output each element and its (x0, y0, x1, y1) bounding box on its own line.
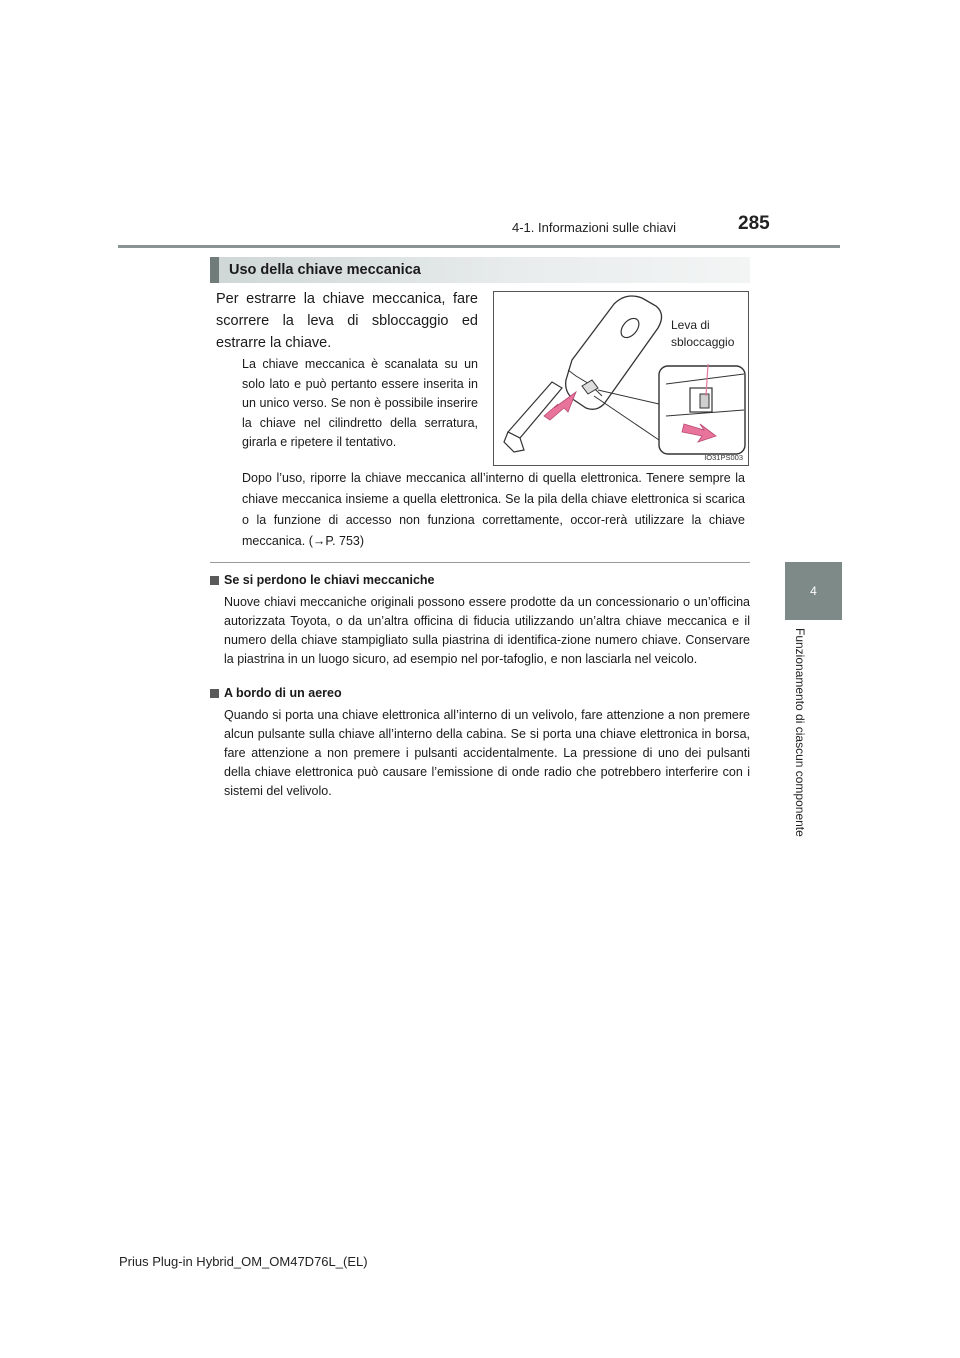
electronic-key-body (566, 296, 662, 409)
lead-paragraph: Per estrarre la chiave meccanica, fare scorrere la leva di sbloccaggio ed estrarre la chiave. (216, 291, 478, 351)
chapter-tab[interactable] (785, 562, 842, 620)
info-item-airplane (210, 686, 750, 801)
info-item-title-text: Se si perdono le chiavi meccaniche (224, 573, 435, 587)
illustration-code: IO31PS003 (704, 453, 743, 462)
zoom-line (594, 396, 659, 440)
release-lever-label: Leva di sbloccaggio (671, 318, 735, 349)
footer-doc-id: Prius Plug-in Hybrid_OM_OM47D76L_(EL) (119, 1254, 368, 1269)
header-section-title: 4-1. Informazioni sulle chiavi (512, 220, 677, 235)
page-number: 285 (738, 213, 770, 234)
heading-marker (210, 257, 219, 283)
key-illustration (493, 291, 749, 466)
note-paragraph: La chiave meccanica è scanalata su un solo lato e può pertanto essere inserita in un unico verso. Se non è possibile inserire la chiave nel cilindretto della serratura, girarla e ripetere il tentativo. (242, 357, 478, 449)
chapter-number: 4 (810, 584, 817, 598)
square-bullet-icon (210, 576, 219, 585)
section-heading-bar (210, 257, 750, 283)
info-item-body: Nuove chiavi meccaniche originali possono essere prodotte da un concessionario o un’officina autorizzata Toyota, o da un’altra officina di fiducia utilizzando un’altra chiave meccanica e il numero della chiave stampigliato sulla piastrina di identifica-zione numero chiave. Conservare la piastrina in un luogo sicuro, ad esempio nel por-tafoglio, e non lasciarla nel veicolo. (224, 595, 750, 666)
info-item-title (210, 686, 750, 700)
section-divider (210, 562, 750, 563)
header-rule (118, 245, 840, 248)
info-item-title-text: A bordo di un aereo (224, 686, 342, 700)
info-item-title (210, 573, 750, 587)
chapter-title: Funzionamento di ciascun componente (793, 628, 807, 837)
square-bullet-icon (210, 689, 219, 698)
after-use-paragraph: Dopo l’uso, riporre la chiave meccanica all’interno di quella elettronica. Tenere sempre la chiave meccanica insieme a quella elettronica. Se la pila della chiave elettronica si scarica o la funzione di accesso non funziona correttamente, occor-rerà utilizzare la chiave meccanica. (→P. 753) (242, 471, 745, 548)
release-lever-knob (700, 394, 709, 408)
section-heading: Uso della chiave meccanica (229, 262, 421, 278)
info-item-body: Quando si porta una chiave elettronica all’interno di un velivolo, fare attenzione a non premere alcun pulsante sulla chiave all’interno della cabina. Se si porta una chiave elettronica in borsa, fare attenzione a non premere i pulsanti accidentalmente. La pressione di uno dei pulsanti della chiave elettronica può causare l’emissione di onde radio che potrebbero interferire con i sistemi del velivolo. (224, 708, 750, 798)
info-item-lost-keys (210, 573, 750, 669)
